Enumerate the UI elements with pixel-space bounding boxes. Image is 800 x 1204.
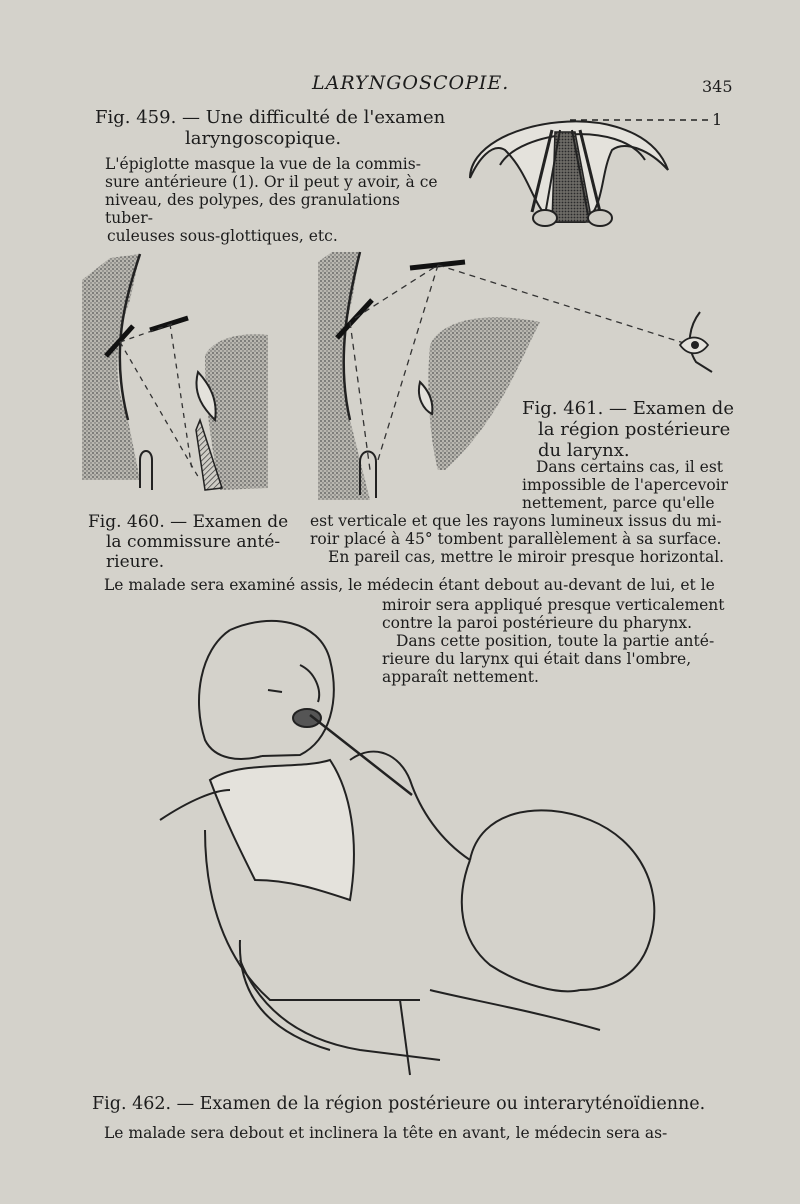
fig461-text-line: Dans certains cas, il est [536,458,724,476]
fig461-text-line: roir placé à 45° tombent parallèlement à sa surface. [310,530,722,548]
fig461-caption-line: la région postérieure [538,419,731,440]
fig459-caption-line1: Fig. 459. — Une difficulté de l'examen [95,107,446,128]
fig462-continuation: Le malade sera debout et inclinera la tête en avant, le médecin sera as- [104,1124,668,1142]
fig460-caption-line: la commissure anté- [106,532,281,552]
fig459-text-line: L'épiglotte masque la vue de la commis- [105,155,421,173]
body-text-line: miroir sera appliqué presque verticalement [382,596,725,614]
body-text-line: Le malade sera examiné assis, le médecin étant debout au-devant de lui, et le [104,576,715,594]
fig461-caption-line: du larynx. [538,440,630,461]
body-text-line: contre la paroi postérieure du pharynx. [382,614,693,632]
fig459-text-line: culeuses sous-glottiques, etc. [107,227,338,245]
fig460-caption-line: Fig. 460. — Examen de [88,512,289,532]
running-title: LARYNGOSCOPIE. [312,72,510,94]
fig460-caption-line: rieure. [106,552,165,572]
fig459-text-line: sure antérieure (1). Or il peut y avoir, à ce [105,173,438,191]
fig461-caption-line: Fig. 461. — Examen de [522,398,734,419]
fig461-text-line: est verticale et que les rayons lumineux issus du mi- [310,512,722,530]
fig461-caption [522,398,734,461]
fig461-text-line: En pareil cas, mettre le miroir presque horizontal. [328,548,725,566]
fig461-text-line: impossible de l'apercevoir [522,476,729,494]
body-text-line: rieure du larynx qui était dans l'ombre, [382,650,692,668]
fig460-drawing [82,254,268,490]
fig459-text [105,155,445,245]
fig461-text-line: nettement, parce qu'elle [522,494,715,512]
page-number: 345 [702,77,733,96]
fig460-caption [88,512,288,572]
fig459-label: 1 [712,110,723,129]
body-text-line: apparaît nettement. [382,668,539,686]
fig459-caption-line2: laryngoscopique. [185,128,342,149]
fig462-drawing [160,621,654,1075]
body-text-line: Dans cette position, toute la partie anté- [396,632,715,650]
fig459-larynx-drawing [470,120,708,226]
fig462-caption: Fig. 462. — Examen de la région postérieure ou interaryténoïdienne. [92,1094,706,1114]
fig459-text-line: niveau, des polypes, des granulations tuber- [105,191,400,227]
